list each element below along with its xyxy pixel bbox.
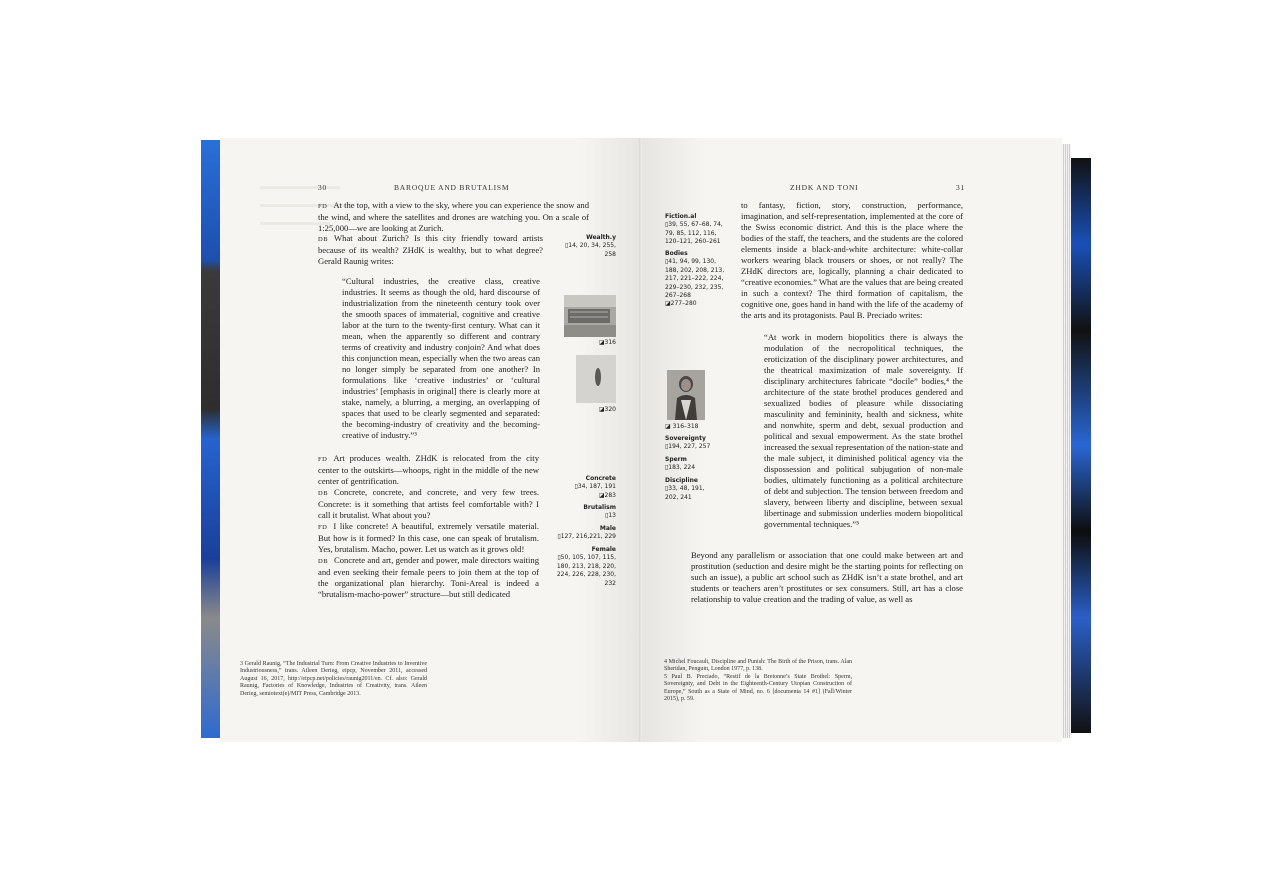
- page-number: 31: [956, 183, 966, 192]
- index-refs: ▯14, 20, 34, 255, 258: [564, 242, 616, 258]
- speaker-label: DB: [318, 558, 329, 565]
- index-term: Sperm: [665, 456, 687, 463]
- dialogue-block-1: [318, 200, 589, 234]
- paragraph: [318, 200, 589, 234]
- index-entry-sperm: [665, 456, 731, 473]
- index-term: Female: [591, 546, 616, 553]
- paragraph-text: Art produces wealth. ZHdK is relocated from the city center to the outskirts—whoops, right in the middle of the new center of gentrification.: [318, 453, 539, 486]
- paragraph-text: Concrete and art, gender and power, male directors waiting and even seeking their female peers to join them at the top of the organizational plan hierarchy. Toni-Areal is indeed a “brutalism-macho-power” structure—but still dedicated: [318, 555, 539, 599]
- index-entry-brutalism: [542, 504, 616, 521]
- running-head: ZHDK AND TONI: [790, 183, 859, 192]
- speaker-label: FD: [318, 456, 328, 463]
- dialogue-block-3: [318, 453, 539, 600]
- image-ref: ◪320: [598, 406, 616, 413]
- index-entry-bodies: [665, 250, 731, 309]
- paragraph-text: Concrete, concrete, and concrete, and very few trees. Concrete: is it something that artists feel comfortable with? I call it brutalist. What about you?: [318, 487, 539, 520]
- speaker-label: DB: [318, 490, 329, 497]
- footnote-3: 3 Gerald Raunig, “The Industrial Turn: From Creative Industries to Inventive Industriousness,” trans. Aileen Derieg, eipcp, November 2011, accessed August 16, 2017, http://eipcp.net/policies/raunig2011/en. Cf. also: Gerald Raunig, Factories of Knowledge, Industries of Creativity, trans. Aileen Derieg, semiotext(e)/MIT Press, Cambridge 2013.: [240, 661, 427, 697]
- index-refs: ▯39, 55, 67–68, 74, 79, 85, 112, 116, 120–121, 260–261: [665, 221, 723, 246]
- index-refs: ▯33, 48, 191, 202, 241: [665, 485, 705, 501]
- footnote-4: 4 Michel Foucault, Discipline and Punish: The Birth of the Prison, trans. Alan Sheridan, Penguin, London 1977, p. 138.: [664, 659, 852, 673]
- paragraph-text: What about Zurich? Is this city friendly toward artists because of its wealth? ZHdK is wealthy, but to what degree? Gerald Raunig writes:: [318, 233, 543, 266]
- index-refs: ▯194, 227, 257: [665, 443, 711, 451]
- index-refs: ▯41, 94, 99, 130, 188, 202, 208, 213, 217, 221–222, 224, 229–230, 232, 235, 267–268: [665, 258, 725, 300]
- index-term: Concrete: [585, 475, 616, 482]
- left-page: [220, 138, 642, 742]
- intro-paragraph: to fantasy, fiction, story, construction, performance, imagination, and self-representation, implemented at the core of the Swiss economic district. And this is the place where the bodies of the staff, the teachers, and the students are the colored elements inside a black-and-white architecture: white-collar workers wearing black trousers or shoes, or not really? The ZHdK directors are, logically, planning a chair dedicated to “creative economies.” What are the values that are being created in such a context? The third formation of capitalism, the cognitive one, goes hand in hand with the life of the academy of the arts and its protagonists. Paul B. Preciado writes:: [741, 200, 963, 320]
- dialogue-block-2: [318, 233, 543, 267]
- index-entry-fiction: [665, 213, 727, 247]
- open-book: [201, 138, 1091, 742]
- index-refs: ▯183, 224: [665, 464, 696, 472]
- index-entry-discipline: [665, 477, 715, 502]
- index-term: Brutalism: [583, 504, 616, 511]
- index-term: Bodies: [665, 250, 688, 257]
- index-entry-male: [542, 525, 616, 542]
- speaker-label: FD: [318, 203, 328, 210]
- paragraph: [318, 453, 539, 487]
- speaker-label: FD: [318, 524, 328, 531]
- paragraph: [318, 233, 543, 267]
- index-image-ref: ◪277–280: [665, 300, 697, 308]
- paragraph: [318, 521, 539, 555]
- building-thumbnail: [564, 295, 616, 337]
- paragraph-text: At the top, with a view to the sky, where you can experience the snow and the wind, and where the satellites and drones are watching you. On a scale of 1:25,000—we are looking at Zurich.: [318, 200, 589, 233]
- block-quote: “Cultural industries, the creative class, creative industries. It seems as though the old, hard discourse of industrialization from the nineteenth century took over the smooth spaces of immaterial, cognitive and creative labor at the turn to the twenty-first century. What can it mean, when the apparently so different and contrary terms of creativity and industry conjoin? And what does this conjunction mean, especially when the two areas can no longer simply be separated from one another? In formulations like ‘creative industries’ or ‘cultural industries’ [emphasis in original] there is clearly more at stake, namely, a blurring, a merging, an overlapping of spaces that used to be clearly segmented and separated: the becoming-industry of creativity and the becoming-creative of industry.”³: [342, 276, 540, 440]
- index-refs: ▯127, 216,221, 229: [557, 533, 616, 541]
- speaker-label: DB: [318, 236, 329, 243]
- paragraph-text: I like concrete! A beautiful, extremely versatile material. But how is it formed? In this case, one can speak of brutalism. Yes, brutalism. Macho, power. Let us watch as it grows old!: [318, 521, 539, 554]
- index-entry-female: [554, 546, 616, 588]
- image-ref: ◪316: [598, 339, 616, 346]
- index-term: Discipline: [665, 477, 698, 484]
- portrait-photo: [667, 370, 705, 420]
- index-entry-concrete: [542, 475, 616, 500]
- abstract-thumbnail: [576, 355, 616, 403]
- closing-paragraph: Beyond any parallelism or association that one could make between art and prostitution (seduction and desire might be the starting points for reflecting on such an issue), a public art school such as ZHdK isn’t a state brothel, and art students or teachers aren’t prostitutes or sex consumers. Still, art has a close relationship to value creation and the trading of value, as well as: [691, 550, 963, 604]
- index-term: Fiction.al: [665, 213, 697, 220]
- index-entry-sovereignty: [665, 435, 731, 452]
- index-term: Sovereignty: [665, 435, 706, 442]
- book-cover-right: [1069, 158, 1091, 733]
- paragraph: [318, 487, 539, 521]
- footnote-5: 5 Paul B. Preciado, “Restif de la Bretonne’s State Brothel: Sperm, Sovereignty, and Debt in the Eighteenth-Century Utopian Construction of Europe,” South as a State of Mind, no. 6 [documenta 14 #1] (Fall/Winter 2015), p. 59.: [664, 674, 852, 703]
- index-term: Male: [599, 525, 616, 532]
- index-refs: ▯13: [605, 512, 616, 520]
- right-page: [642, 138, 1062, 742]
- index-refs: ▯50, 105, 107, 115, 180, 213, 218, 220, 224, 226, 228, 230, 232: [556, 554, 616, 587]
- image-ref: ◪ 316–318: [665, 423, 699, 430]
- index-image-ref: ◪283: [598, 491, 616, 499]
- index-entry-wealth: [560, 234, 616, 259]
- page-number: 30: [318, 183, 328, 192]
- running-head: BAROQUE AND BRUTALISM: [394, 183, 510, 192]
- index-refs: ▯34, 187, 191: [574, 483, 616, 491]
- index-term: Wealth.y: [586, 234, 616, 241]
- block-quote: “At work in modern biopolitics there is always the modulation of the necropolitical techniques, the eroticization of the disciplinary power architectures, and the theatrical maximization of male sovereignty. If disciplinary architectures fabricate “docile” bodies,⁴ the architecture of the state brothel produces gendered and sexualized bodies of pleasure while dissociating masculinity and femininity, health and sickness, white and nonwhite, sperm and debt, sexual production and political and sexual empowerment. As the state brothel increased the sexual representation of the nation-state and the male subject, it diminished political agency via the dispossession and political subjugation of non-male bodies, ultimately functioning as a political architecture of debt and subjection. The tension between freedom and slavery, between liberty and discipline, between sexual libertinage and submission underlies modern biopolitical governmental techniques.”⁵: [764, 332, 963, 529]
- show-through: [260, 186, 340, 189]
- paragraph: [318, 555, 539, 600]
